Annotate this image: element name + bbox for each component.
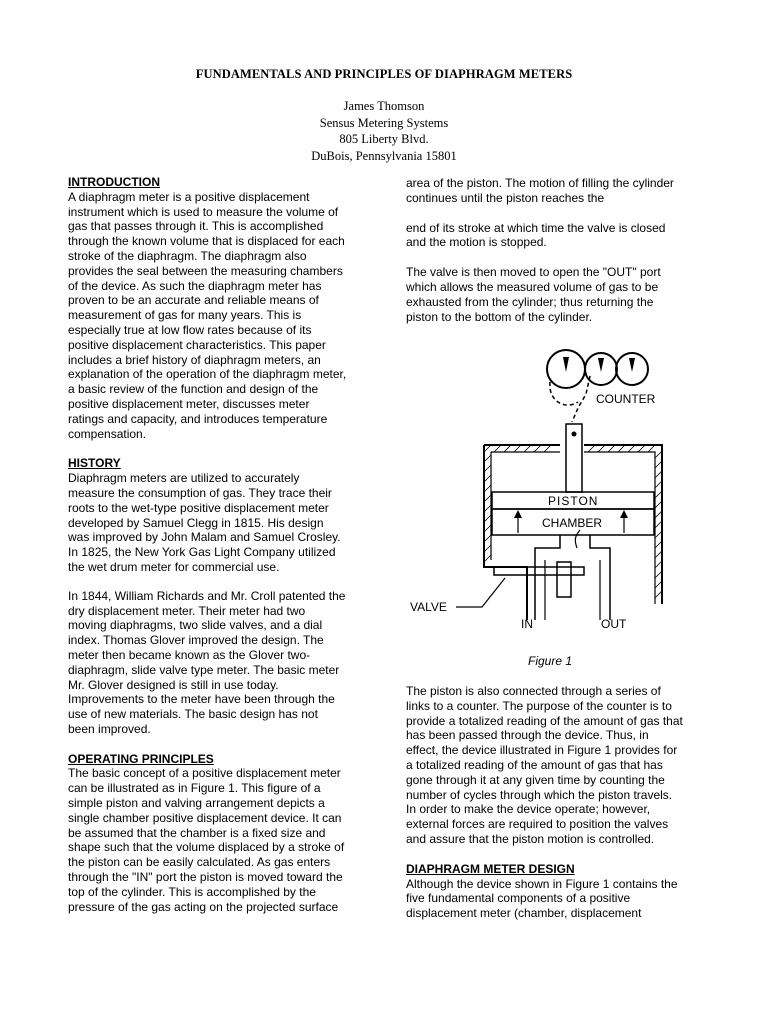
- text-line: moving diaphragms, two slide valves, and a dial: [68, 618, 323, 633]
- text-line: dry displacement meter. Their meter had two: [68, 603, 306, 618]
- text-line: of the device. As such the diaphragm meter has: [68, 278, 322, 293]
- text-line: was improved by John Malam and Samuel Crosley.: [68, 530, 341, 545]
- dial-pointer-1: [563, 357, 569, 372]
- text-line: Mr. Glover designed is still in use today.: [68, 677, 279, 692]
- text-line: piston to the bottom of the cylinder.: [406, 309, 593, 324]
- text-line: through the "IN" port the piston is moved toward the: [68, 870, 343, 885]
- text-line: provides the seal between the measuring chambers: [68, 263, 343, 278]
- history-paragraph-2: [68, 589, 368, 737]
- text-line: and the motion is stopped.: [406, 235, 547, 250]
- text-line: meter then became known as the Glover two-: [68, 647, 311, 662]
- author-company: Sensus Metering Systems: [319, 115, 449, 130]
- text-line: ratings and capacity, and introduces temperature: [68, 411, 328, 426]
- text-line: index. Thomas Glover improved the design. The: [68, 633, 324, 648]
- text-line: area of the piston. The motion of filling the cylinder: [406, 176, 674, 190]
- text-line: continues until the piston reaches the: [406, 190, 605, 205]
- text-line: instrument which is used to measure the volume of: [68, 204, 339, 219]
- right-paragraph-2: [406, 221, 706, 251]
- text-line: use of new materials. The basic design has not: [68, 707, 318, 722]
- text-line: number of cycles through which the piston travels.: [406, 787, 673, 802]
- text-line: The basic concept of a positive displacement meter: [68, 766, 341, 781]
- text-line: A diaphragm meter is a positive displacement: [68, 189, 310, 204]
- text-line: stroke of the diaphragm. The diaphragm also: [68, 248, 307, 263]
- text-line: gone through it at any given time by counting the: [406, 772, 665, 787]
- text-line: especially true at low flow rates because of its: [68, 322, 312, 337]
- figure-caption: Figure 1: [528, 654, 573, 668]
- piston-label: PISTON: [548, 494, 599, 508]
- text-line: be assumed that the chamber is a fixed size and: [68, 825, 326, 840]
- design-paragraph: [406, 877, 706, 921]
- author-street: 805 Liberty Blvd.: [339, 132, 429, 146]
- text-line: In 1825, the New York Gas Light Company utilized: [68, 545, 336, 560]
- text-line: shape such that the volume displaced by a stroke of: [68, 840, 345, 855]
- text-line: top of the cylinder. This is accomplished by the: [68, 884, 316, 899]
- text-line: proven to be an accurate and reliable means of: [68, 293, 319, 308]
- text-line: has been passed through the device. Thus, in: [406, 728, 649, 743]
- text-line: provide a totalized reading of the amount of gas that: [406, 713, 683, 728]
- right-paragraph-1: [406, 176, 706, 206]
- text-line: single chamber positive displacement device. It can: [68, 810, 342, 825]
- history-paragraph-1: [68, 471, 368, 575]
- introduction-heading: INTRODUCTION: [68, 175, 160, 189]
- dial-pointer-3: [629, 358, 635, 372]
- text-line: effect, the device illustrated in Figure 1 provides for: [406, 743, 678, 758]
- introduction-paragraph: [68, 190, 368, 442]
- text-line: includes a brief history of diaphragm meters, an: [68, 352, 321, 367]
- text-line: roots to the wet-type positive displacement meter: [68, 500, 329, 515]
- text-line: exhausted from the cylinder; thus returning the: [406, 294, 654, 309]
- right-column-bottom: [406, 684, 706, 921]
- author-city: DuBois, Pennsylvania 15801: [311, 148, 457, 163]
- text-line: measurement of gas for many years. This is: [68, 308, 302, 323]
- text-line: Although the device shown in Figure 1 contains the: [406, 876, 678, 891]
- text-line: The valve is then moved to open the "OUT" port: [406, 265, 661, 280]
- chamber-label: CHAMBER: [542, 516, 603, 530]
- text-line: explanation of the operation of the diaphragm meter,: [68, 367, 347, 382]
- text-line: developed by Samuel Clegg in 1815. His design: [68, 515, 324, 530]
- text-line: and assure that the piston motion is controlled.: [406, 831, 655, 846]
- right-paragraph-3: [406, 265, 706, 324]
- text-line: external forces are required to position the valves: [406, 817, 669, 832]
- left-column: [68, 175, 368, 914]
- paper-title: FUNDAMENTALS AND PRINCIPLES OF DIAPHRAGM METERS: [195, 67, 573, 81]
- text-line: measure the consumption of gas. They trace their: [68, 485, 332, 500]
- text-line: simple piston and valving arrangement depicts a: [68, 796, 325, 811]
- author-block: [0, 98, 768, 164]
- history-heading: HISTORY: [68, 456, 121, 471]
- text-line: positive displacement characteristics. This paper: [68, 337, 326, 352]
- valve-label: VALVE: [410, 600, 447, 614]
- text-line: been improved.: [68, 721, 151, 736]
- text-line: In 1844, William Richards and Mr. Croll patented the: [68, 588, 346, 603]
- text-line: diaphragm, slide valve type meter. The basic meter: [68, 662, 340, 677]
- text-line: gas that passes through it. This is accomplished: [68, 219, 324, 234]
- text-line: Improvements to the meter have been through the: [68, 692, 335, 707]
- text-line: can be illustrated as in Figure 1. This figure of a: [68, 781, 321, 796]
- in-port-label: IN: [521, 617, 533, 631]
- text-line: links to a counter. The purpose of the counter is to: [406, 698, 672, 713]
- text-line: The piston is also connected through a series of: [406, 684, 661, 698]
- out-port-label: OUT: [601, 617, 627, 631]
- text-line: In order to make the device operate; however,: [406, 802, 651, 817]
- text-line: Diaphragm meters are utilized to accurately: [68, 471, 300, 486]
- text-line: a basic review of the function and design of the: [68, 382, 319, 397]
- dial-pointer-2: [598, 358, 604, 372]
- text-line: the wet drum meter for commercial use.: [68, 559, 280, 574]
- operating-principles-heading: OPERATING PRINCIPLES: [68, 751, 214, 766]
- counter-label: COUNTER: [596, 392, 656, 406]
- right-paragraph-4: [406, 684, 706, 847]
- text-line: displacement meter (chamber, displacement: [406, 906, 642, 921]
- text-line: the piston can be easily calculated. As gas enters: [68, 855, 331, 870]
- figure-1-diagram: [400, 336, 700, 636]
- text-line: end of its stroke at which time the valve is closed: [406, 220, 666, 235]
- text-line: which allows the measured volume of gas to be: [406, 279, 659, 294]
- text-line: five fundamental components of a positive: [406, 891, 631, 906]
- text-line: pressure of the gas acting on the projected surface: [68, 899, 339, 914]
- author-name: James Thomson: [343, 99, 425, 113]
- right-column-top: [406, 176, 706, 324]
- text-line: a totalized reading of the amount of gas that has: [406, 757, 663, 772]
- text-line: positive displacement meter, discusses meter: [68, 396, 310, 411]
- operating-paragraph: [68, 766, 368, 914]
- text-line: through the known volume that is displaced for each: [68, 234, 345, 249]
- diaphragm-meter-design-heading: DIAPHRAGM METER DESIGN: [406, 861, 575, 876]
- text-line: compensation.: [68, 426, 147, 441]
